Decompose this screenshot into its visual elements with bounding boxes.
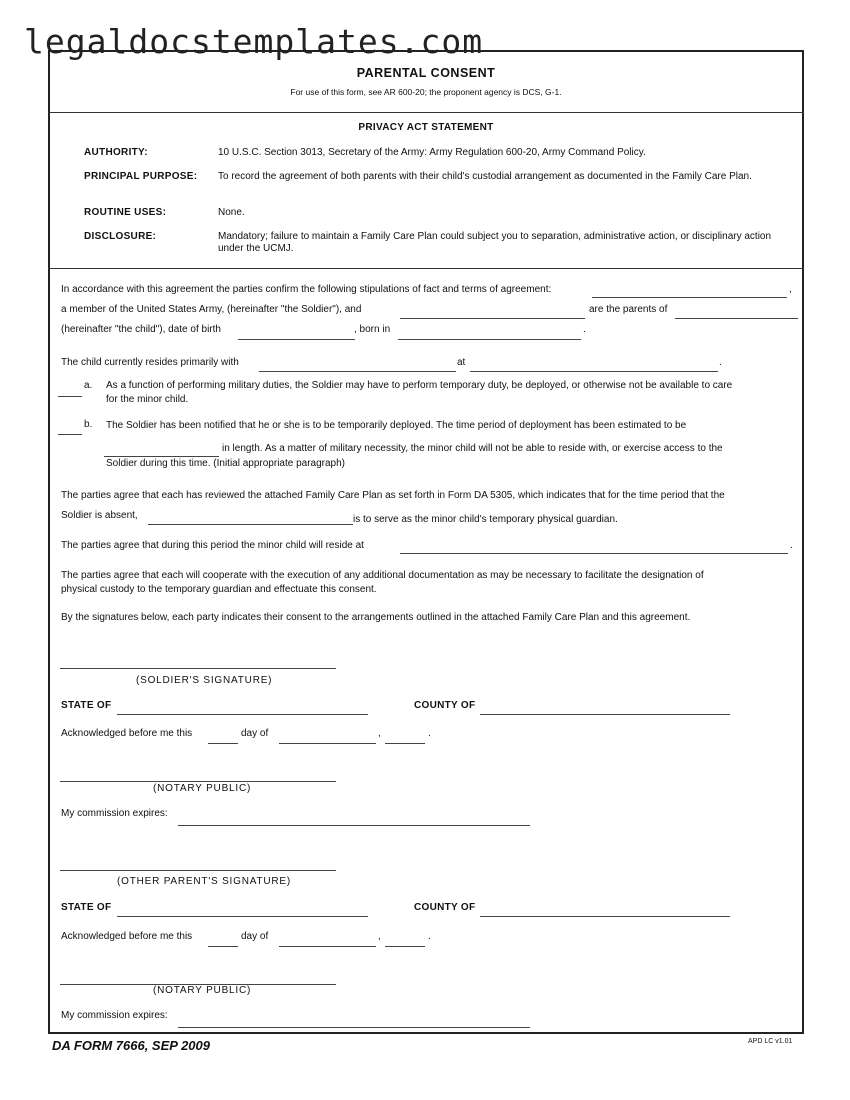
notary-signature-line[interactable] xyxy=(60,781,336,782)
ack-before-text: Acknowledged before me this xyxy=(61,728,193,739)
initial-b-field[interactable] xyxy=(58,434,82,435)
deployment-length-field[interactable] xyxy=(104,456,219,457)
county-of-label: COUNTY OF xyxy=(414,700,476,711)
date-of-birth-field[interactable] xyxy=(238,339,355,340)
period: . xyxy=(428,931,431,942)
notary-caption: (NOTARY PUBLIC) xyxy=(153,783,252,794)
form-subtitle: For use of this form, see AR 600-20; the proponent agency is DCS, G-1. xyxy=(290,87,562,97)
comma: , xyxy=(378,728,381,739)
item-a-line1: As a function of performing military duties, the Soldier may have to perform temporary duty, be deployed, or otherwise not be available to care xyxy=(106,380,733,391)
disclosure-label: DISCLOSURE: xyxy=(84,231,157,242)
state-field[interactable] xyxy=(117,916,368,917)
intro-text: In accordance with this agreement the parties confirm the following stipulations of fact and terms of agreement: xyxy=(61,284,552,295)
initial-a-field[interactable] xyxy=(58,396,82,397)
item-b-line3: Soldier during this time. (Initial appropriate paragraph) xyxy=(106,458,346,469)
resides-text: The child currently resides primarily with xyxy=(61,357,239,368)
notary-caption: (NOTARY PUBLIC) xyxy=(153,985,252,996)
ack-year-field[interactable] xyxy=(385,946,425,947)
item-b-line1: The Soldier has been notified that he or she is to be temporarily deployed. The time period of deployment has been estimated to be xyxy=(106,420,687,431)
soldier-signature-line[interactable] xyxy=(60,668,336,669)
state-of-label: STATE OF xyxy=(61,902,112,913)
form-id: DA FORM 7666, SEP 2009 xyxy=(52,1038,210,1053)
soldier-signature-caption: (SOLDIER'S SIGNATURE) xyxy=(136,675,273,686)
soldier-name-field[interactable] xyxy=(592,297,787,298)
watermark: legaldocstemplates.com xyxy=(24,22,484,61)
county-field[interactable] xyxy=(480,714,730,715)
authority-text: 10 U.S.C. Section 3013, Secretary of the Army: Army Regulation 600-20, Army Command Policy. xyxy=(218,147,646,158)
ack-month-field[interactable] xyxy=(279,743,376,744)
ack-year-field[interactable] xyxy=(385,743,425,744)
plan-absent: Soldier is absent, xyxy=(61,510,138,521)
other-parent-name-field[interactable] xyxy=(400,318,585,319)
temporary-residence-field[interactable] xyxy=(400,553,788,554)
item-b-line2: in length. As a matter of military necessity, the minor child will not be able to reside with, or exercise access to the xyxy=(222,443,723,454)
period: . xyxy=(790,540,793,551)
header-divider xyxy=(48,112,804,113)
ack-day-field[interactable] xyxy=(208,946,238,947)
ack-month-field[interactable] xyxy=(279,946,376,947)
member-text: a member of the United States Army, (hereinafter "the Soldier"), and xyxy=(61,304,362,315)
purpose-text: To record the agreement of both parents with their child's custodial arrangement as documented in the Family Care Plan. xyxy=(218,171,752,182)
child-name-field[interactable] xyxy=(675,318,798,319)
disclosure-text: Mandatory; failure to maintain a Family Care Plan could subject you to separation, administrative action, or disciplinary action under the UCMJ. xyxy=(218,231,772,254)
county-of-label: COUNTY OF xyxy=(414,902,476,913)
period: . xyxy=(719,357,722,368)
resides-with-field[interactable] xyxy=(259,371,456,372)
purpose-label: PRINCIPAL PURPOSE: xyxy=(84,171,198,182)
plan-line1: The parties agree that each has reviewed the attached Family Care Plan as set forth in Form DA 5305, which indicates that for the time period that the xyxy=(61,490,725,501)
privacy-heading: PRIVACY ACT STATEMENT xyxy=(358,122,494,133)
item-a-line2: for the minor child. xyxy=(106,394,189,405)
plan-guardian: is to serve as the minor child's temporary physical guardian. xyxy=(353,514,618,525)
period: . xyxy=(428,728,431,739)
comma: , xyxy=(378,931,381,942)
residence-address-field[interactable] xyxy=(470,371,718,372)
ack-before-text: Acknowledged before me this xyxy=(61,931,193,942)
state-field[interactable] xyxy=(117,714,368,715)
routine-uses-text: None. xyxy=(218,207,245,218)
authority-label: AUTHORITY: xyxy=(84,147,148,158)
day-of-text: day of xyxy=(241,931,269,942)
coop-line2: physical custody to the temporary guardian and effectuate this consent. xyxy=(61,584,377,595)
other-parent-signature-caption: (OTHER PARENT'S SIGNATURE) xyxy=(117,876,292,887)
child-dob-text: (hereinafter "the child"), date of birth xyxy=(61,324,221,335)
period: . xyxy=(583,324,586,335)
item-a-letter: a. xyxy=(84,380,93,391)
commission-expires-field[interactable] xyxy=(178,1027,530,1028)
routine-uses-label: ROUTINE USES: xyxy=(84,207,167,218)
form-version: APD LC v1.01 xyxy=(748,1038,793,1045)
birthplace-field[interactable] xyxy=(398,339,581,340)
other-parent-signature-line[interactable] xyxy=(60,870,336,871)
state-of-label: STATE OF xyxy=(61,700,112,711)
commission-text: My commission expires: xyxy=(61,1010,168,1021)
parents-of-text: are the parents of xyxy=(589,304,668,315)
commission-text: My commission expires: xyxy=(61,808,168,819)
day-of-text: day of xyxy=(241,728,269,739)
coop-line1: The parties agree that each will cooperate with the execution of any additional documentation as may be necessary to facilitate the designation of xyxy=(61,570,704,581)
comma: , xyxy=(789,284,792,295)
commission-expires-field[interactable] xyxy=(178,825,530,826)
county-field[interactable] xyxy=(480,916,730,917)
ack-day-field[interactable] xyxy=(208,743,238,744)
privacy-divider xyxy=(48,268,804,269)
item-b-letter: b. xyxy=(84,419,93,430)
guardian-name-field[interactable] xyxy=(148,524,353,525)
born-in-text: , born in xyxy=(354,324,391,335)
consent-text: By the signatures below, each party indicates their consent to the arrangements outlined in the attached Family Care Plan and this agreement. xyxy=(61,612,691,623)
reside-at-text: The parties agree that during this period the minor child will reside at xyxy=(61,540,364,551)
form-title: PARENTAL CONSENT xyxy=(356,66,496,80)
at-text: at xyxy=(457,357,466,368)
